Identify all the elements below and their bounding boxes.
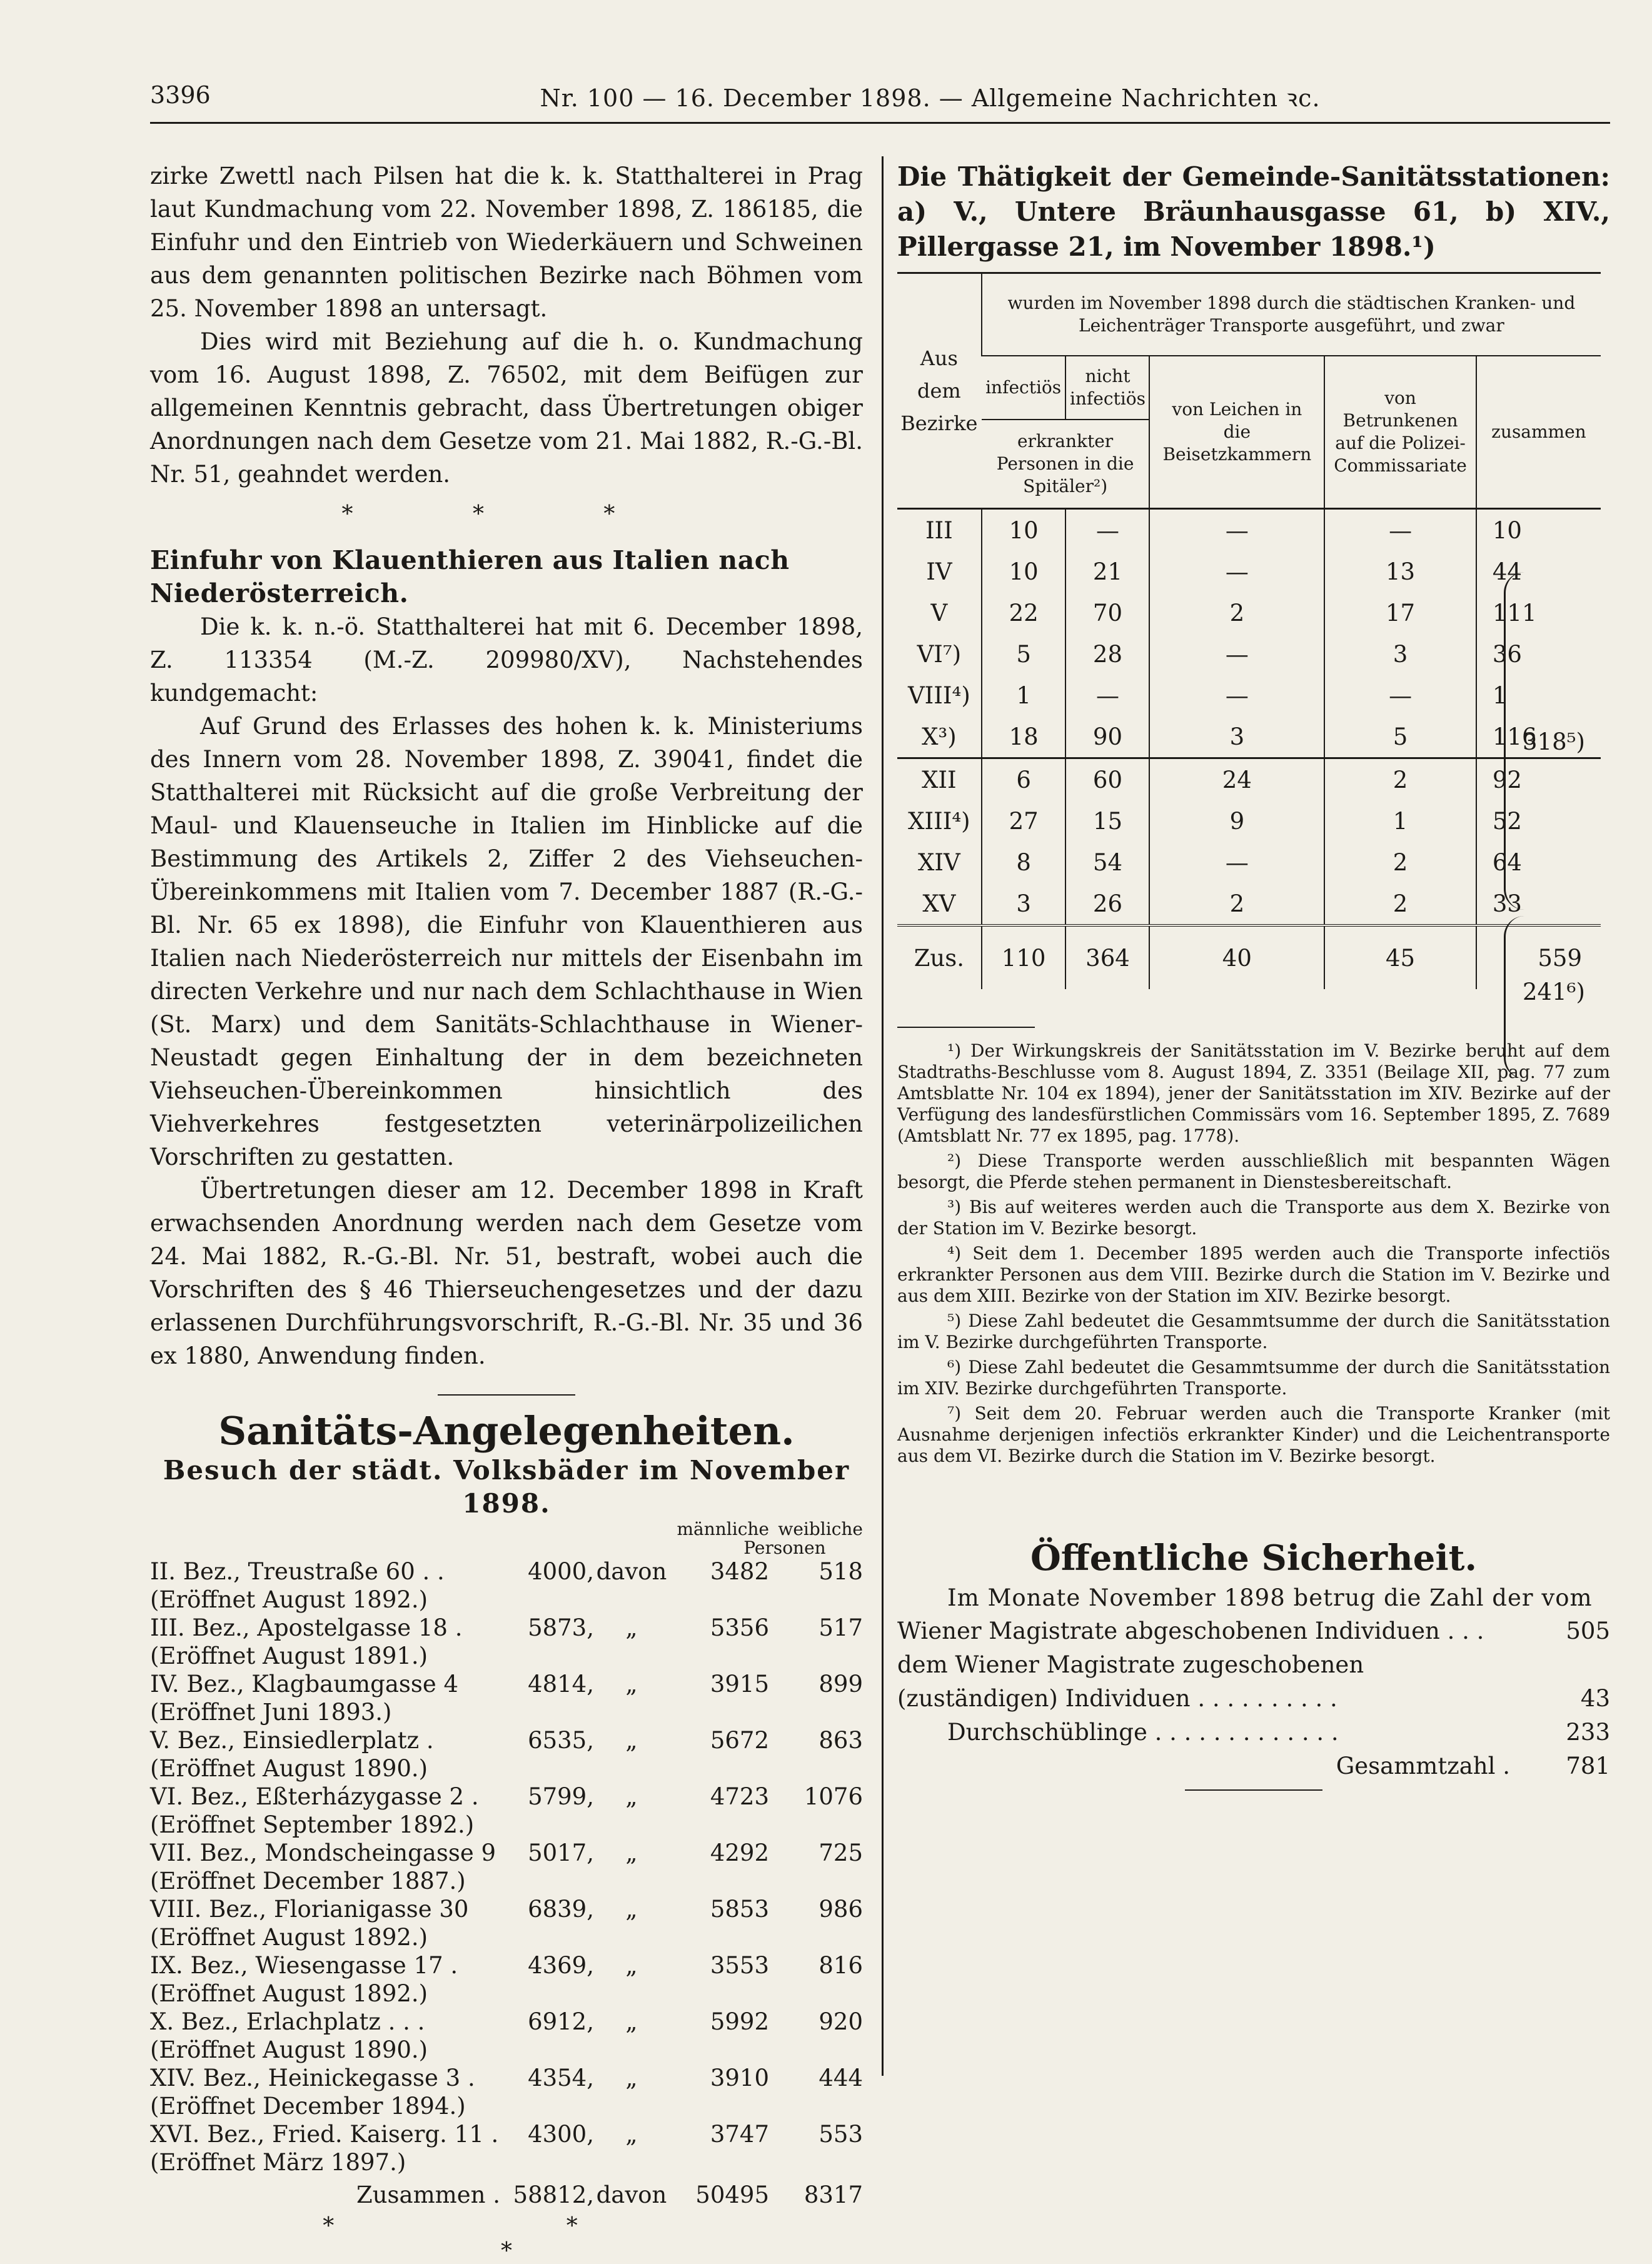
station-row: XIV 8 54 — 2 64 <box>897 842 1601 883</box>
bath-row: XIV. Bez., Heinickegasse 3 . 4354, „ 3910 444 <box>150 2065 863 2091</box>
bath-row: XVI. Bez., Fried. Kaiserg. 11 . 4300, „ 3747 553 <box>150 2121 863 2148</box>
station-row: VIII⁴) 1 — — — 1 <box>897 675 1601 716</box>
station-row: XV 3 26 2 2 33 <box>897 883 1601 925</box>
paragraph: Dies wird mit Beziehung auf die h. o. Kundmachung vom 16. August 1898, Z. 76502, mit dem Beifügen zur allgemeinen Kenntnis gebracht, dass Übertretungen obiger Anordnungen nach dem Gesetze vom 21. Mai 1882, R.-G.-Bl. Nr. 51, geahndet werden. <box>150 328 863 488</box>
footnote: ⁵) Diese Zahl bedeutet die Gesammtsumme der durch die Sanitätsstation im V. Bezirke durchgeführten Transporte. <box>897 1311 1610 1352</box>
footnote: ⁴) Seit dem 1. December 1895 werden auch die Transporte infectiös erkrankter Personen aus dem VIII. Bezirke durch die Station im V. Bezirke und aus dem XIII. Bezirke von der Station im XIV. Bezirke besorgt. <box>897 1243 1610 1306</box>
table-title: Die Thätigkeit der Gemeinde-Sanitätsstationen: a) V., Untere Bräunhausgasse 61, b) XIV., Pillergasse 21, im November 1898.¹) <box>897 161 1610 262</box>
bath-total-row: Zusammen . 58812, davon 50495 8317 <box>356 2181 863 2208</box>
security-heading: Öffentliche Sicherheit. <box>1030 1537 1478 1579</box>
paragraph: Übertretungen dieser am 12. December 1898 in Kraft erwachsenden Anordnung werden nach dem Gesetze vom 24. Mai 1882, R.-G.-Bl. Nr. 51, bestraft, wobei auch die Vorschriften des § 46 Thierseuchengesetzes und der dazu erlassenen Durchführungsvorschrift, R.-G.-Bl. Nr. 35 und 36 ex 1880, Anwendung finden. <box>150 1177 863 1369</box>
footnote: ³) Bis auf weiteres werden auch die Transporte aus dem X. Bezirke von der Station im V. Bezirke besorgt. <box>897 1197 1610 1239</box>
security-row: dem Wiener Magistrate zugeschobenen (zuständigen) Individuen . . . . . . . . . . 43 <box>897 1651 1610 1712</box>
security-total-row: Gesammtzahl . 781 <box>1336 1753 1610 1779</box>
security-row: Durchschüblinge . . . . . . . . . . . . . 233 <box>947 1719 1610 1746</box>
bath-opened-row: (Eröffnet December 1887.) <box>150 1868 466 1894</box>
sub-heading: Besuch der städt. Volksbäder im November 1898. <box>163 1455 850 1519</box>
footnote: ⁷) Seit dem 20. Februar werden auch die Transporte Kranker (mit Ausnahme derjenigen infectiös erkrankter Kinder) und die Leichentransporte aus dem VI. Bezirke durch die Station im V. Bezirke besorgt. <box>897 1403 1610 1466</box>
station-row: XII 6 60 24 2 92 <box>897 758 1601 801</box>
bath-row: VII. Bez., Mondscheingasse 9 5017, „ 4292 725 <box>150 1839 863 1866</box>
station-row: X³) 18 90 3 5 116 <box>897 716 1601 758</box>
bath-opened-row: (Eröffnet August 1890.) <box>150 2036 428 2063</box>
paragraph: Die k. k. n.-ö. Statthalterei hat mit 6. December 1898, Z. 113354 (M.-Z. 209980/XV), Nachstehendes kundgemacht: <box>150 613 863 707</box>
th-infectious: infectiös <box>982 356 1066 420</box>
section-title: Einfuhr von Klauenthieren aus Italien nach Niederösterreich. <box>150 545 790 608</box>
footnotes <box>897 1027 1610 1467</box>
station-table <box>897 272 1601 989</box>
bath-opened-row: (Eröffnet August 1892.) <box>150 1924 428 1951</box>
footnote-rule <box>897 1027 1035 1028</box>
baths-table <box>150 1520 863 2214</box>
bath-row: IX. Bez., Wiesengasse 17 . 4369, „ 3553 816 <box>150 1952 863 1979</box>
station-row: XIII⁴) 27 15 9 1 52 <box>897 800 1601 842</box>
th-district: Aus dem Bezirke <box>897 273 982 509</box>
footnote: ²) Diese Transporte werden ausschließlich mit bespannten Wägen besorgt, die Pferde stehen permanent in Dienstesbereitschaft. <box>897 1150 1610 1192</box>
bath-row: IV. Bez., Klagbaumgasse 4 4814, „ 3915 899 <box>150 1671 863 1698</box>
col-persons: Personen <box>743 1537 826 1558</box>
right-column <box>897 159 1610 1803</box>
running-header <box>150 81 1610 114</box>
bath-opened-row: (Eröffnet Juni 1893.) <box>150 1699 392 1726</box>
col-male: männliche <box>677 1519 769 1539</box>
th-drunk: von Betrunkenen auf die Polizei-Commissariate <box>1324 356 1476 509</box>
section-stars: * * * <box>341 501 672 527</box>
security-section <box>897 1537 1610 1791</box>
bath-opened-row: (Eröffnet August 1890.) <box>150 1755 428 1782</box>
divider <box>438 1394 575 1396</box>
security-row: Wiener Magistrate abgeschobenen Individuen . . . 505 <box>897 1618 1610 1644</box>
th-total: zusammen <box>1476 356 1601 509</box>
left-column <box>150 159 863 2264</box>
station-row: III 10 — — — 10 <box>897 509 1601 551</box>
divider <box>1185 1789 1322 1791</box>
paragraph: Auf Grund des Erlasses des hohen k. k. Ministeriums des Innern vom 28. November 1898, Z. 39041, findet die Statthalterei mit Rücksicht auf die große Verbreitung der Maul- und Klauenseuche in Italien im Hinblicke auf die Bestimmung des Artikels 2, Ziffer 2 des Viehseuchen-Übereinkommens mit Italien vom 7. December 1887 (R.-G.-Bl. Nr. 65 ex 1898), die Einfuhr von Klauenthieren aus Italien nach Niederösterreich nur mittels der Eisenbahn im directen Verkehre und nur nach dem Schlachthause in Wien (St. Marx) und dem Sanitäts-Schlachthause in Wiener-Neustadt gegen Einhaltung der in dem bezeichneten Viehseuchen-Übereinkommen hinsichtlich des Viehverkehres festgesetzten veterinärpolizeilichen Vorschriften zu gestatten. <box>150 713 863 1170</box>
security-table <box>897 1614 1610 1783</box>
station-table-box: Aus dem Bezirke wurden im November 1898 durch die städtischen Kranken- und Leichenträger Transporte ausgeführt, und zwar infectiös nicht infectiös von Leichen in die Beisetzkammern von Betrunkenen auf die Polizei-Commissariate zusammen erkrankter Personen in die Spitäler²) III 10 — — — 10 IV 10 21 — 13 44 V 22 70 2 17 111 VI⁷) 5 28 — 3 36 VIII⁴) 1 — — — 1 X³) 18 90 3 5 116 XII 6 60 24 2 92 XIII⁴) 27 15 9 1 52 XIV 8 54 — 2 64 XV 3 26 2 2 33 Zus. 110 364 40 45 559 318⁵) 241⁶) <box>897 272 1610 989</box>
security-intro: Im Monate November 1898 betrug die Zahl der vom <box>947 1584 1593 1611</box>
bath-opened-row: (Eröffnet August 1892.) <box>150 1586 428 1613</box>
bath-row: II. Bez., Treustraße 60 . . 4000, davon 3482 518 <box>150 1558 863 1585</box>
running-title: Nr. 100 — 16. December 1898. — Allgemeine Nachrichten ꝛc. <box>540 84 1321 112</box>
station-row: V 22 70 2 17 111 <box>897 592 1601 633</box>
bath-opened-row: (Eröffnet December 1894.) <box>150 2093 466 2120</box>
footnote: ⁶) Diese Zahl bedeutet die Gesammtsumme der durch die Sanitätsstation im XIV. Bezirke durchgeführten Transporte. <box>897 1357 1610 1399</box>
station-row: VI⁷) 5 28 — 3 36 <box>897 633 1601 675</box>
header-rule <box>150 122 1610 124</box>
page-number: 3396 <box>150 81 211 109</box>
th-main: wurden im November 1898 durch die städtischen Kranken- und Leichenträger Transporte ausgeführt, und zwar <box>982 273 1601 356</box>
column-separator <box>882 156 884 2076</box>
th-sick: erkrankter Personen in die Spitäler²) <box>982 420 1150 509</box>
col-female: weibliche <box>778 1519 863 1539</box>
station-row: IV 10 21 — 13 44 <box>897 551 1601 592</box>
bath-opened-row: (Eröffnet September 1892.) <box>150 1811 475 1838</box>
bath-opened-row: (Eröffnet März 1897.) <box>150 2149 406 2176</box>
stars-bottom: * * * <box>323 2213 690 2264</box>
bath-row: VIII. Bez., Florianigasse 30 6839, „ 5853 986 <box>150 1896 863 1923</box>
big-heading: Sanitäts-Angelegenheiten. <box>218 1408 795 1454</box>
bath-row: V. Bez., Einsiedlerplatz . 6535, „ 5672 863 <box>150 1727 863 1754</box>
bath-row: VI. Bez., Eßterházygasse 2 . 5799, „ 4723 1076 <box>150 1783 863 1810</box>
th-noninfectious: nicht infectiös <box>1065 356 1149 420</box>
bath-row: III. Bez., Apostelgasse 18 . 5873, „ 5356 517 <box>150 1614 863 1641</box>
bath-opened-row: (Eröffnet August 1891.) <box>150 1643 428 1669</box>
footnote: ¹) Der Wirkungskreis der Sanitätsstation im V. Bezirke beruht auf dem Stadtraths-Beschlusse vom 8. August 1894, Z. 3351 (Beilage XII, pag. 77 zum Amtsblatte Nr. 104 ex 1894), jener der Sanitätsstation im XIV. Bezirke auf der Verfügung des landesfürstlichen Commissärs vom 16. September 1895, Z. 7689 (Amtsblatt Nr. 77 ex 1895, pag. 1778). <box>897 1040 1610 1146</box>
bath-opened-row: (Eröffnet August 1892.) <box>150 1980 428 2007</box>
paragraph: zirke Zwettl nach Pilsen hat die k. k. Statthalterei in Prag laut Kundmachung vom 22. November 1898, Z. 186185, die Einfuhr und den Eintrieb von Wiederkäuern und Schweinen aus dem genannten politischen Bezirke nach Böhmen vom 25. November 1898 an untersagt. <box>150 163 863 322</box>
th-corpses: von Leichen in die Beisetzkammern <box>1149 356 1324 509</box>
bath-row: X. Bez., Erlachplatz . . . 6912, „ 5992 920 <box>150 2008 863 2035</box>
station-total-row: Zus. 110 364 40 45 559 <box>897 925 1601 989</box>
